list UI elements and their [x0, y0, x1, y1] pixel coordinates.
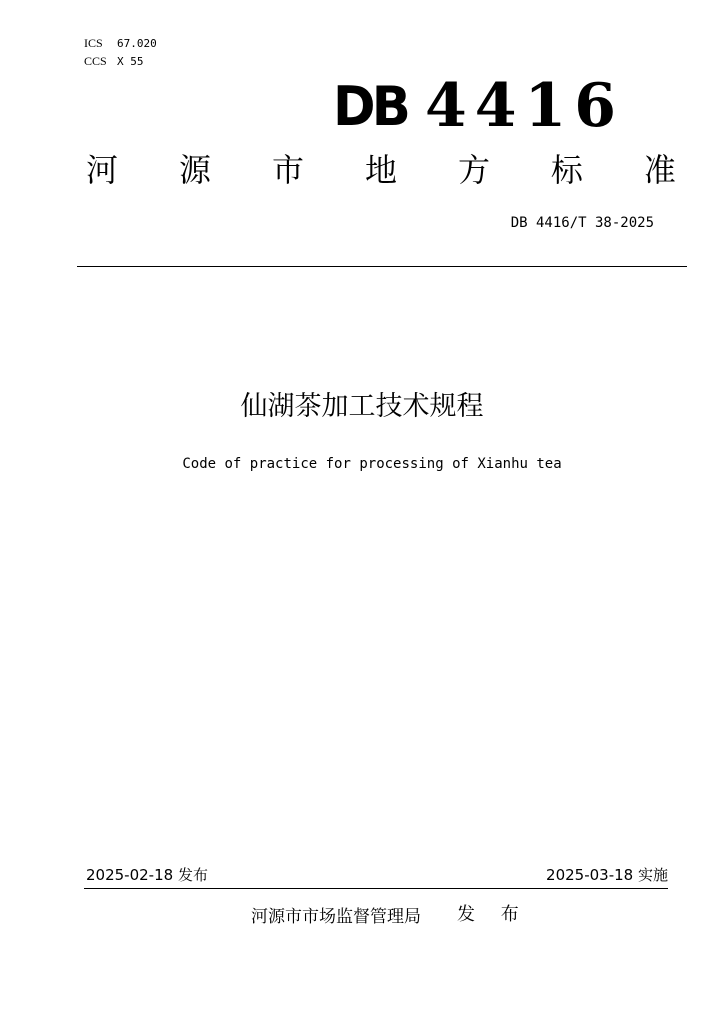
- standard-type-char: 方: [457, 151, 490, 189]
- standard-type-char: 地: [364, 151, 397, 189]
- standard-type-char: 标: [550, 151, 583, 189]
- ccs-value: X 55: [117, 55, 144, 68]
- publisher-name: 河源市市场监督管理局: [251, 907, 421, 927]
- db-logo-prefix: DB: [333, 75, 408, 138]
- document-title-english: Code of practice for processing of Xianhu tea: [182, 456, 562, 472]
- document-title: 仙湖茶加工技术规程: [240, 391, 484, 422]
- standard-type: [86, 150, 676, 190]
- ics-label: ICS: [84, 36, 103, 50]
- ccs-code: [84, 54, 144, 69]
- standard-type-char: 准: [643, 151, 676, 189]
- standard-type-char: 源: [178, 151, 211, 189]
- issue-date: 2025-02-18 发布: [86, 866, 208, 884]
- standard-type-char: 市: [271, 151, 304, 189]
- footer-divider: [84, 888, 668, 889]
- ccs-label: CCS: [84, 54, 107, 68]
- header-divider: [77, 266, 687, 267]
- publish-label: 发 布: [457, 904, 529, 925]
- standard-number: DB 4416/T 38-2025: [510, 215, 654, 231]
- db-logo: [333, 71, 624, 141]
- db-logo-code: 4416: [425, 71, 624, 141]
- ics-code: [84, 36, 157, 51]
- implementation-date: 2025-03-18 实施: [546, 866, 668, 884]
- standard-type-char: 河: [86, 151, 119, 189]
- ics-value: 67.020: [117, 37, 157, 50]
